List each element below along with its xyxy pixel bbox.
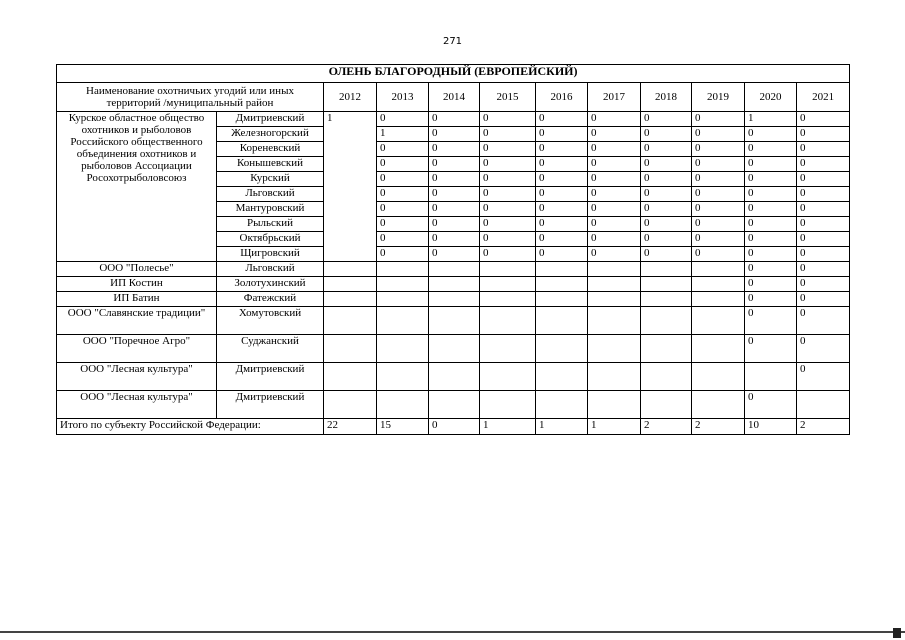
- value-cell: 0: [745, 217, 797, 232]
- value-cell: 0: [588, 232, 641, 247]
- value-cell: 0: [745, 232, 797, 247]
- value-cell: [324, 363, 377, 391]
- value-cell: 0: [429, 112, 480, 127]
- table-row: [57, 277, 850, 292]
- value-cell: 0: [797, 363, 850, 391]
- value-cell: [480, 277, 536, 292]
- value-cell: [692, 262, 745, 277]
- owner-cell: ООО "Полесье": [57, 262, 217, 277]
- value-cell: [641, 292, 692, 307]
- value-cell: 0: [797, 127, 850, 142]
- value-cell: 0: [797, 187, 850, 202]
- value-cell: 0: [692, 202, 745, 217]
- district-cell: Хомутовский: [217, 307, 324, 335]
- value-cell: 0: [588, 247, 641, 262]
- value-cell: [429, 363, 480, 391]
- header-year: 2012: [324, 83, 377, 112]
- value-cell: 0: [377, 202, 429, 217]
- value-cell: [692, 363, 745, 391]
- value-cell: [429, 262, 480, 277]
- value-cell: 0: [797, 292, 850, 307]
- district-cell: Кореневский: [217, 142, 324, 157]
- total-value-cell: 15: [377, 419, 429, 435]
- district-cell: Курский: [217, 172, 324, 187]
- value-cell: 0: [377, 232, 429, 247]
- value-cell: 0: [480, 157, 536, 172]
- district-cell: Рыльский: [217, 217, 324, 232]
- value-cell: 0: [641, 127, 692, 142]
- value-cell: 0: [536, 127, 588, 142]
- value-cell: 0: [429, 157, 480, 172]
- value-cell: [429, 335, 480, 363]
- value-cell: [692, 277, 745, 292]
- district-cell: Щигровский: [217, 247, 324, 262]
- value-cell: [588, 292, 641, 307]
- value-cell: 0: [588, 217, 641, 232]
- total-value-cell: 22: [324, 419, 377, 435]
- value-cell: [480, 262, 536, 277]
- value-cell: 0: [480, 127, 536, 142]
- value-cell: 0: [692, 187, 745, 202]
- value-cell: 1: [377, 127, 429, 142]
- value-cell: 0: [797, 142, 850, 157]
- value-cell: 0: [377, 217, 429, 232]
- page-number: 271: [442, 36, 463, 47]
- value-cell: [324, 391, 377, 419]
- table-row: [57, 292, 850, 307]
- value-cell: 0: [797, 277, 850, 292]
- value-cell: [377, 335, 429, 363]
- value-cell: [588, 335, 641, 363]
- district-cell: Золотухинский: [217, 277, 324, 292]
- header-year: 2014: [429, 83, 480, 112]
- owner-cell: ООО "Славянские традиции": [57, 307, 217, 335]
- value-cell: 0: [377, 187, 429, 202]
- value-cell: 0: [745, 157, 797, 172]
- total-value-cell: 2: [797, 419, 850, 435]
- district-cell: Льговский: [217, 187, 324, 202]
- value-cell: 0: [429, 217, 480, 232]
- table-row: [57, 335, 850, 363]
- value-cell: [480, 335, 536, 363]
- value-cell: 0: [429, 202, 480, 217]
- value-cell: [536, 391, 588, 419]
- value-cell: 0: [536, 112, 588, 127]
- value-cell: 0: [692, 172, 745, 187]
- value-2012-cell: 1: [324, 112, 377, 262]
- value-cell: 0: [797, 232, 850, 247]
- value-cell: 0: [429, 247, 480, 262]
- owner-cell: ООО "Лесная культура": [57, 363, 217, 391]
- header-year: 2020: [745, 83, 797, 112]
- value-cell: 0: [588, 142, 641, 157]
- value-cell: [745, 363, 797, 391]
- value-cell: 0: [429, 172, 480, 187]
- total-value-cell: 0: [429, 419, 480, 435]
- district-cell: Дмитриевский: [217, 112, 324, 127]
- value-cell: 0: [429, 232, 480, 247]
- value-cell: 0: [692, 142, 745, 157]
- value-cell: 0: [797, 112, 850, 127]
- value-cell: 0: [692, 112, 745, 127]
- district-cell: Фатежский: [217, 292, 324, 307]
- value-cell: [324, 292, 377, 307]
- total-value-cell: 1: [536, 419, 588, 435]
- value-cell: 1: [745, 112, 797, 127]
- value-cell: 0: [692, 247, 745, 262]
- value-cell: 0: [797, 307, 850, 335]
- value-cell: [536, 307, 588, 335]
- value-cell: 0: [797, 172, 850, 187]
- value-cell: 0: [480, 202, 536, 217]
- value-cell: 0: [377, 142, 429, 157]
- header-year: 2013: [377, 83, 429, 112]
- total-value-cell: 2: [641, 419, 692, 435]
- value-cell: 0: [588, 172, 641, 187]
- value-cell: 0: [480, 172, 536, 187]
- value-cell: [429, 277, 480, 292]
- value-cell: 0: [641, 217, 692, 232]
- value-cell: 0: [377, 172, 429, 187]
- district-cell: Льговский: [217, 262, 324, 277]
- header-year: 2016: [536, 83, 588, 112]
- total-label: Итого по субъекту Российской Федерации:: [57, 419, 324, 435]
- value-cell: [641, 335, 692, 363]
- value-cell: 0: [797, 217, 850, 232]
- table-row: [57, 112, 850, 127]
- value-cell: 0: [429, 142, 480, 157]
- value-cell: [692, 307, 745, 335]
- value-cell: 0: [745, 277, 797, 292]
- value-cell: 0: [588, 127, 641, 142]
- value-cell: 0: [536, 172, 588, 187]
- value-cell: [429, 391, 480, 419]
- value-cell: [377, 363, 429, 391]
- total-value-cell: 10: [745, 419, 797, 435]
- value-cell: 0: [692, 127, 745, 142]
- value-cell: 0: [745, 292, 797, 307]
- value-cell: [588, 277, 641, 292]
- district-cell: Суджанский: [217, 335, 324, 363]
- value-cell: 0: [480, 112, 536, 127]
- value-cell: 0: [745, 335, 797, 363]
- total-row: [57, 419, 850, 435]
- value-cell: 0: [797, 202, 850, 217]
- value-cell: [588, 262, 641, 277]
- value-cell: 0: [480, 247, 536, 262]
- value-cell: 0: [641, 232, 692, 247]
- value-cell: [641, 363, 692, 391]
- value-cell: [324, 307, 377, 335]
- value-cell: [377, 307, 429, 335]
- district-cell: Конышевский: [217, 157, 324, 172]
- value-cell: 0: [745, 142, 797, 157]
- header-year: 2017: [588, 83, 641, 112]
- value-cell: [377, 262, 429, 277]
- value-cell: 0: [797, 157, 850, 172]
- value-cell: [324, 262, 377, 277]
- value-cell: 0: [745, 172, 797, 187]
- value-cell: [641, 307, 692, 335]
- owner-cell: ИП Костин: [57, 277, 217, 292]
- society-owner-cell: Курское областное общество охотников и рыболовов Российского общественного объединения охотников и рыболовов Ассоциации Росохотрыболовсоюз: [57, 112, 217, 262]
- value-cell: 0: [480, 187, 536, 202]
- deer-count-table: [56, 64, 850, 435]
- table-row: [57, 391, 850, 419]
- value-cell: [692, 335, 745, 363]
- value-cell: 0: [480, 232, 536, 247]
- value-cell: 0: [588, 202, 641, 217]
- value-cell: 0: [692, 217, 745, 232]
- value-cell: 0: [536, 202, 588, 217]
- value-cell: 0: [745, 247, 797, 262]
- value-cell: 0: [480, 217, 536, 232]
- value-cell: 0: [797, 247, 850, 262]
- district-cell: Дмитриевский: [217, 391, 324, 419]
- table-title: ОЛЕНЬ БЛАГОРОДНЫЙ (ЕВРОПЕЙСКИЙ): [57, 65, 850, 83]
- value-cell: [536, 292, 588, 307]
- value-cell: [480, 363, 536, 391]
- value-cell: [480, 307, 536, 335]
- value-cell: 0: [429, 187, 480, 202]
- value-cell: 0: [377, 112, 429, 127]
- district-cell: Дмитриевский: [217, 363, 324, 391]
- value-cell: 0: [692, 232, 745, 247]
- value-cell: 0: [536, 217, 588, 232]
- header-territory-label: Наименование охотничьих угодий или иных территорий /муниципальный район: [57, 83, 324, 112]
- header-year: 2018: [641, 83, 692, 112]
- value-cell: 0: [745, 187, 797, 202]
- value-cell: [692, 391, 745, 419]
- header-year: 2015: [480, 83, 536, 112]
- value-cell: 0: [692, 157, 745, 172]
- value-cell: [536, 277, 588, 292]
- value-cell: 0: [641, 202, 692, 217]
- value-cell: [588, 391, 641, 419]
- value-cell: 0: [480, 142, 536, 157]
- value-cell: [536, 262, 588, 277]
- value-cell: 0: [377, 247, 429, 262]
- value-cell: [324, 335, 377, 363]
- value-cell: 0: [745, 262, 797, 277]
- header-year: 2021: [797, 83, 850, 112]
- value-cell: [324, 277, 377, 292]
- value-cell: 0: [641, 142, 692, 157]
- value-cell: [641, 277, 692, 292]
- total-value-cell: 1: [588, 419, 641, 435]
- value-cell: [377, 277, 429, 292]
- value-cell: [429, 307, 480, 335]
- table-row: [57, 363, 850, 391]
- owner-cell: ИП Батин: [57, 292, 217, 307]
- value-cell: 0: [588, 112, 641, 127]
- total-value-cell: 2: [692, 419, 745, 435]
- value-cell: [536, 363, 588, 391]
- value-cell: [429, 292, 480, 307]
- scan-corner-mark: [893, 628, 901, 638]
- value-cell: 0: [745, 307, 797, 335]
- value-cell: [377, 391, 429, 419]
- value-cell: [641, 391, 692, 419]
- value-cell: 0: [377, 157, 429, 172]
- scan-edge-line: [0, 631, 905, 633]
- table-row: [57, 262, 850, 277]
- owner-cell: ООО "Поречное Агро": [57, 335, 217, 363]
- value-cell: [641, 262, 692, 277]
- district-cell: Октябрьский: [217, 232, 324, 247]
- value-cell: [536, 335, 588, 363]
- total-value-cell: 1: [480, 419, 536, 435]
- value-cell: 0: [536, 187, 588, 202]
- value-cell: 0: [536, 247, 588, 262]
- value-cell: 0: [641, 112, 692, 127]
- value-cell: [692, 292, 745, 307]
- value-cell: 0: [588, 187, 641, 202]
- header-year: 2019: [692, 83, 745, 112]
- value-cell: [480, 292, 536, 307]
- value-cell: 0: [641, 247, 692, 262]
- value-cell: 0: [641, 172, 692, 187]
- value-cell: [377, 292, 429, 307]
- value-cell: 0: [745, 127, 797, 142]
- value-cell: 0: [536, 232, 588, 247]
- value-cell: 0: [641, 187, 692, 202]
- value-cell: 0: [429, 127, 480, 142]
- district-cell: Железногорский: [217, 127, 324, 142]
- value-cell: 0: [745, 202, 797, 217]
- value-cell: [588, 363, 641, 391]
- value-cell: [797, 391, 850, 419]
- value-cell: 0: [797, 335, 850, 363]
- value-cell: 0: [641, 157, 692, 172]
- value-cell: 0: [745, 391, 797, 419]
- district-cell: Мантуровский: [217, 202, 324, 217]
- owner-cell: ООО "Лесная культура": [57, 391, 217, 419]
- value-cell: 0: [536, 142, 588, 157]
- value-cell: 0: [536, 157, 588, 172]
- value-cell: [588, 307, 641, 335]
- value-cell: 0: [588, 157, 641, 172]
- value-cell: [480, 391, 536, 419]
- table-row: [57, 307, 850, 335]
- value-cell: 0: [797, 262, 850, 277]
